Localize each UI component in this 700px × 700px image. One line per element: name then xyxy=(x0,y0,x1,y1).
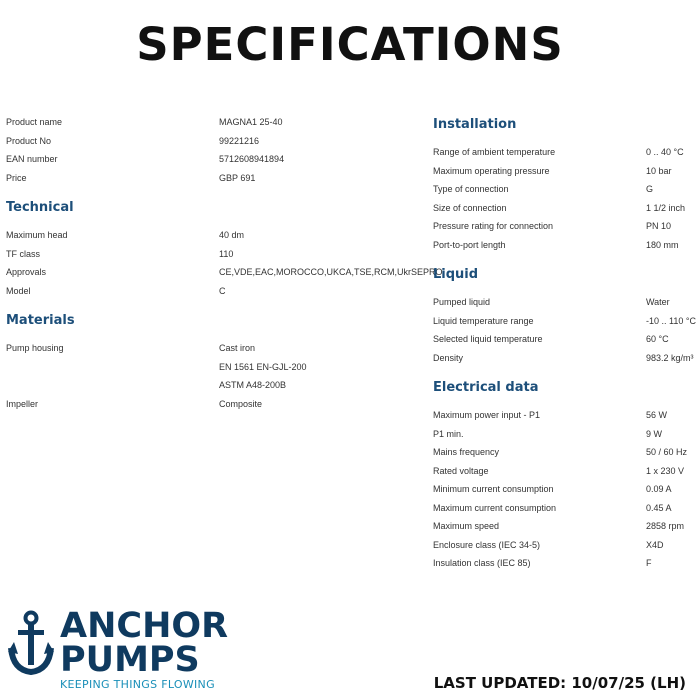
spec-value: Water xyxy=(646,297,670,307)
spec-row xyxy=(433,180,695,199)
spec-row xyxy=(433,536,695,555)
spec-row-product-no xyxy=(6,132,421,151)
spec-value: GBP 691 xyxy=(219,172,256,183)
technical-section xyxy=(6,196,443,300)
spec-label: Maximum head xyxy=(6,230,68,240)
anchor-pumps-logo xyxy=(8,608,248,694)
spec-label: Minimum current consumption xyxy=(433,484,554,494)
spec-row xyxy=(6,282,421,301)
spec-row xyxy=(433,199,695,218)
spec-value: 40 dm xyxy=(219,230,245,240)
spec-label: Type of connection xyxy=(433,184,509,194)
section-heading-technical: Technical xyxy=(6,200,74,215)
spec-value: 10 bar xyxy=(646,165,672,176)
spec-value: 9 W xyxy=(646,428,663,439)
spec-row xyxy=(433,236,695,255)
spec-row xyxy=(433,349,695,368)
general-section xyxy=(6,113,421,187)
spec-label: Mains frequency xyxy=(433,447,500,457)
installation-section xyxy=(433,113,695,254)
spec-value: 0.09 A xyxy=(646,484,672,494)
spec-value: F xyxy=(646,558,652,568)
logo-line-2: PUMPS xyxy=(60,640,200,680)
spec-value: ASTM A48-200B xyxy=(219,380,287,390)
spec-label: Approvals xyxy=(6,267,47,277)
spec-value: Composite xyxy=(219,398,263,409)
spacer xyxy=(433,367,695,376)
section-heading-materials: Materials xyxy=(6,313,75,328)
spec-label: Range of ambient temperature xyxy=(433,147,556,157)
anchor-icon xyxy=(8,610,54,676)
spec-label: Maximum operating pressure xyxy=(433,165,550,176)
left-column xyxy=(6,113,443,413)
spec-label: Insulation class (IEC 85) xyxy=(433,558,531,568)
spec-label: Impeller xyxy=(6,398,39,409)
spec-value: 2858 rpm xyxy=(646,521,685,531)
spec-value: 1 x 230 V xyxy=(646,465,685,476)
spec-label: Maximum power input - P1 xyxy=(433,410,541,420)
spec-label: Product No xyxy=(6,135,52,146)
spec-value: -10 .. 110 °C xyxy=(646,315,696,326)
spec-row xyxy=(433,462,695,481)
spec-value: X4D xyxy=(646,539,664,550)
spec-label: Size of connection xyxy=(433,202,507,213)
spec-label: Maximum speed xyxy=(433,521,500,531)
spec-label: Price xyxy=(6,172,27,183)
spec-label: P1 min. xyxy=(433,428,464,439)
spec-value: MAGNA1 25-40 xyxy=(219,117,283,127)
spec-label: Enclosure class (IEC 34-5) xyxy=(433,539,541,550)
spec-value: C xyxy=(219,285,226,296)
last-updated: LAST UPDATED: 10/07/25 (LH) xyxy=(433,674,686,692)
spec-row xyxy=(6,395,421,414)
spec-value: 983.2 kg/m³ xyxy=(646,352,694,363)
spec-row xyxy=(433,499,695,518)
spec-row xyxy=(433,443,695,462)
spec-value: 0 .. 40 °C xyxy=(646,147,684,157)
spec-value: 1 1/2 inch xyxy=(646,202,686,213)
spacer xyxy=(6,300,421,309)
section-heading-liquid: Liquid xyxy=(433,267,479,282)
spec-row xyxy=(433,406,695,425)
spec-row-price xyxy=(6,169,421,188)
spec-value: 50 / 60 Hz xyxy=(646,447,688,457)
spec-label: Pump housing xyxy=(6,343,64,353)
spec-label: Port-to-port length xyxy=(433,239,506,250)
spec-row xyxy=(6,263,443,282)
spec-row-ean-number xyxy=(6,150,421,169)
spec-row xyxy=(433,312,695,331)
section-heading-electrical: Electrical data xyxy=(433,380,539,395)
spec-label: Liquid temperature range xyxy=(433,315,534,326)
logo-line-1: ANCHOR xyxy=(60,606,229,646)
spec-row xyxy=(433,517,695,536)
spec-value: 60 °C xyxy=(646,334,669,344)
spec-value: G xyxy=(646,184,654,194)
spec-row xyxy=(433,554,695,573)
spec-value: 5712608941894 xyxy=(219,154,285,164)
spacer xyxy=(433,254,695,263)
spec-value: 56 W xyxy=(646,410,668,420)
logo-tagline: KEEPING THINGS FLOWING xyxy=(60,678,215,691)
spec-value: Cast iron xyxy=(219,343,256,353)
spec-row xyxy=(6,339,421,358)
spec-value: PN 10 xyxy=(646,221,672,231)
spec-row xyxy=(433,143,695,162)
spec-row xyxy=(433,425,695,444)
spec-value: EN 1561 EN-GJL-200 xyxy=(219,361,307,372)
materials-section xyxy=(6,309,421,413)
spec-label: Maximum current consumption xyxy=(433,502,557,513)
spec-row xyxy=(433,162,695,181)
spec-label: Pressure rating for connection xyxy=(433,221,554,231)
spec-row xyxy=(433,330,695,349)
spec-row xyxy=(433,293,695,312)
spec-row xyxy=(6,245,421,264)
spec-row-product-name xyxy=(6,113,421,132)
spec-row xyxy=(6,376,421,395)
page-title: SPECIFICATIONS xyxy=(136,18,564,71)
spec-label: Density xyxy=(433,352,464,363)
spec-label: Rated voltage xyxy=(433,465,489,476)
spacer xyxy=(6,187,421,196)
spec-value: CE,VDE,EAC,MOROCCO,UKCA,TSE,RCM,UkrSEPRO xyxy=(219,267,443,277)
spec-label: Pumped liquid xyxy=(433,297,491,307)
spec-value: 180 mm xyxy=(646,239,679,250)
spec-value: 0.45 A xyxy=(646,502,672,513)
spec-row xyxy=(6,226,421,245)
spec-row xyxy=(6,358,421,377)
liquid-section xyxy=(433,263,695,367)
spec-label: Model xyxy=(6,285,31,296)
electrical-section xyxy=(433,376,695,573)
spec-value: 99221216 xyxy=(219,135,260,146)
spec-label: TF class xyxy=(6,248,41,259)
spec-value: 110 xyxy=(219,248,234,259)
spec-label: EAN number xyxy=(6,154,58,164)
spec-label: Product name xyxy=(6,117,63,127)
spec-row xyxy=(433,217,695,236)
spec-row xyxy=(433,480,695,499)
section-heading-installation: Installation xyxy=(433,117,517,132)
spec-label: Selected liquid temperature xyxy=(433,334,543,344)
right-column xyxy=(433,113,695,573)
